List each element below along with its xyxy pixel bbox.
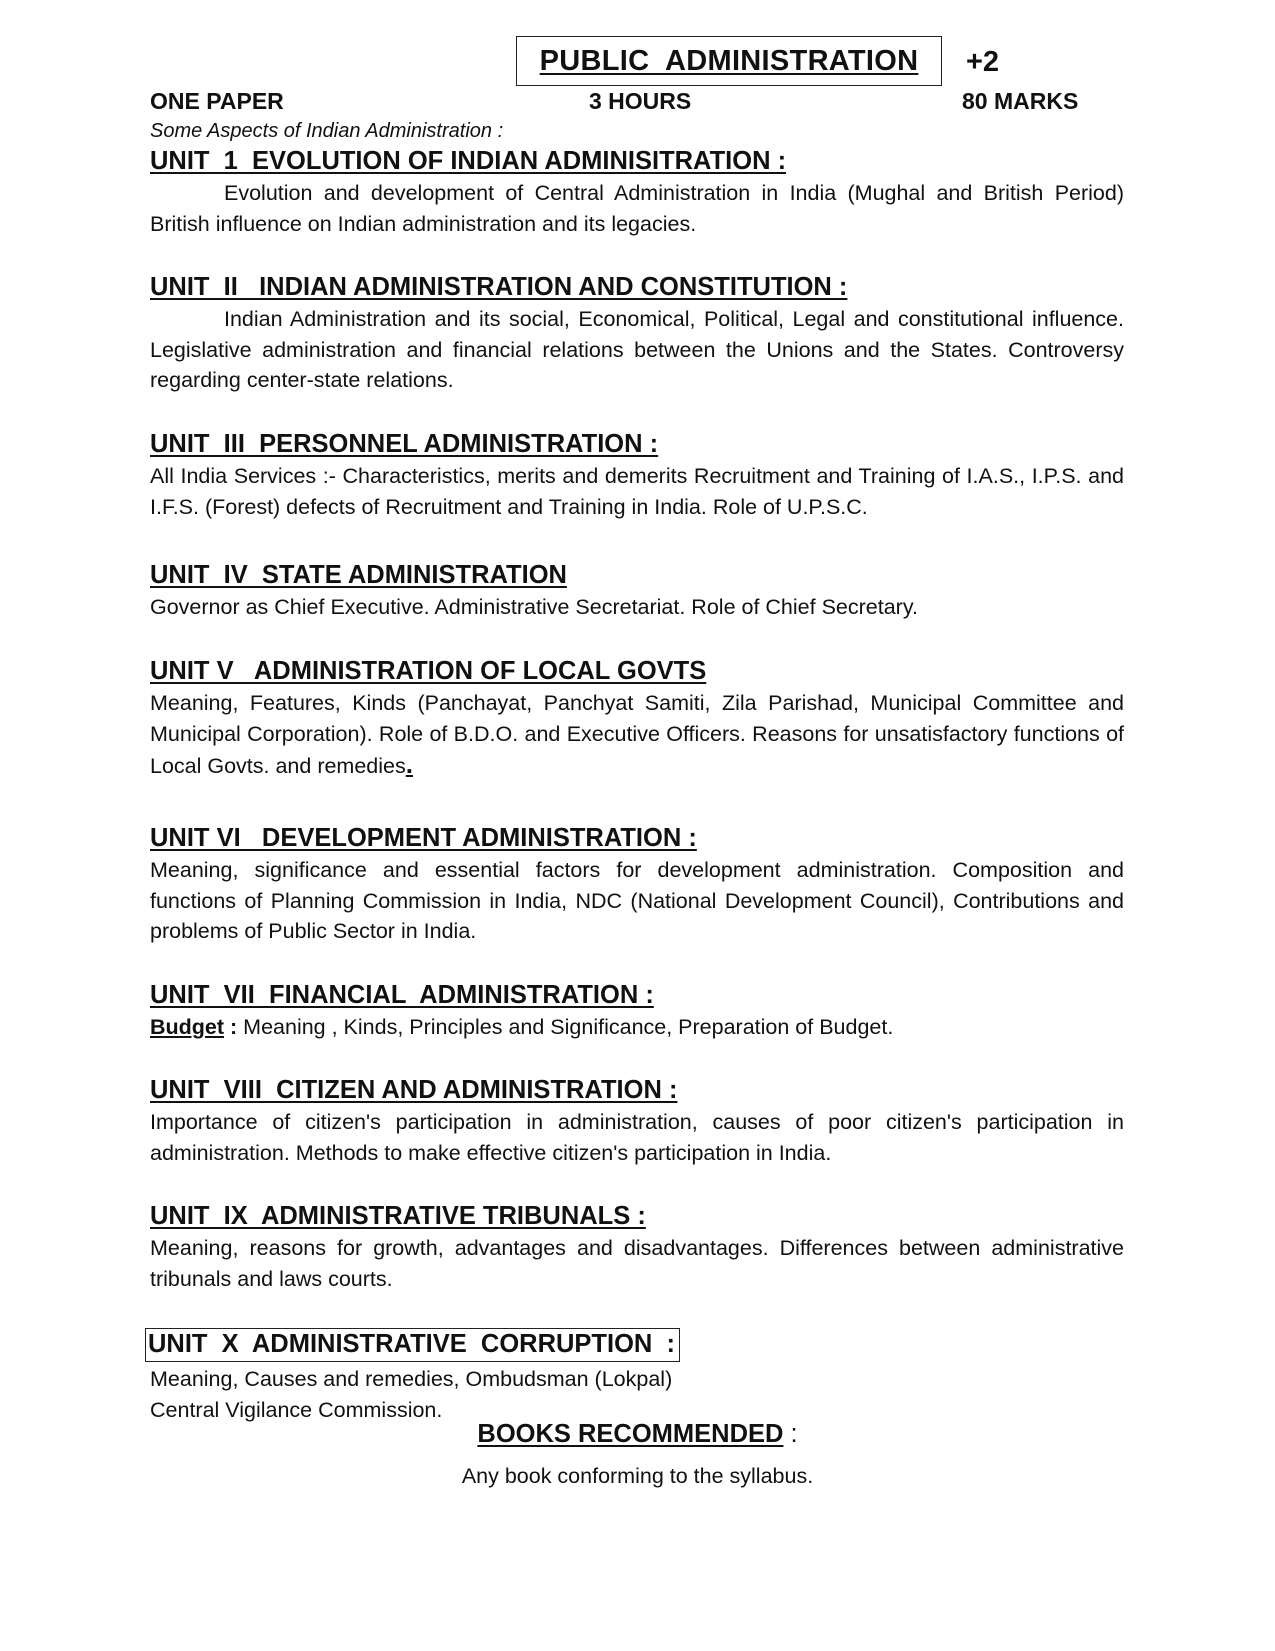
unit-1 <box>150 146 1124 239</box>
unit-heading-container <box>150 1328 1124 1362</box>
unit-heading: UNIT VIII CITIZEN AND ADMINISTRATION : <box>150 1076 678 1104</box>
unit-heading: UNIT X ADMINISTRATIVE CORRUPTION : <box>145 1328 680 1362</box>
unit-2 <box>150 272 1124 396</box>
unit-body: Governor as Chief Executive. Administrative Secretariat. Role of Chief Secretary. <box>150 595 918 619</box>
budget-label-colon: : <box>224 1015 238 1039</box>
unit-heading: UNIT IV STATE ADMINISTRATION <box>150 561 567 589</box>
unit-body: Importance of citizen's participation in administration, causes of poor citizen's participation in administration. Methods to make effective citizen's participation in India. <box>150 1110 1124 1165</box>
unit-body: Evolution and development of Central Administration in India (Mughal and British Period) British influence on Indian administration and its legacies. <box>150 181 1124 236</box>
unit-10 <box>150 1328 1124 1425</box>
marks-label: 80 MARKS <box>962 88 1079 114</box>
unit-body: Meaning , Kinds, Principles and Significance, Preparation of Budget. <box>237 1015 894 1039</box>
unit-body-line-1: Meaning, Causes and remedies, Ombudsman (Lokpal) <box>150 1367 673 1391</box>
budget-label: Budget <box>150 1015 225 1039</box>
unit-body: Indian Administration and its social, Economical, Political, Legal and constitutional influence. Legislative administration and financial relations between the Unions and the States. Controversy regarding center-state relations. <box>150 307 1124 392</box>
unit-heading: UNIT III PERSONNEL ADMINISTRATION : <box>150 430 659 458</box>
unit-heading: UNIT II INDIAN ADMINISTRATION AND CONSTITUTION : <box>150 273 848 301</box>
title-box <box>516 36 942 86</box>
unit-heading: UNIT 1 EVOLUTION OF INDIAN ADMINISITRATION : <box>150 147 787 175</box>
unit-body: Meaning, Features, Kinds (Panchayat, Panchyat Samiti, Zila Parishad, Municipal Committee and Municipal Corporation). Role of B.D.O. and Executive Officers. Reasons for unsatisfactory functions of Local Govts. and remedies <box>150 691 1124 778</box>
unit-8 <box>150 1075 1124 1168</box>
unit-4 <box>150 560 1124 623</box>
unit-heading: UNIT VI DEVELOPMENT ADMINISTRATION : <box>150 824 697 852</box>
level-label: +2 <box>966 46 1000 78</box>
unit-body-container <box>150 688 1124 782</box>
unit-body: Meaning, reasons for growth, advantages and disadvantages. Differences between administrative tribunals and laws courts. <box>150 1236 1124 1291</box>
books-colon: : <box>783 1420 798 1448</box>
page-title: PUBLIC ADMINISTRATION <box>539 44 919 77</box>
books-note: Any book conforming to the syllabus. <box>461 1464 814 1488</box>
unit-body-end: . <box>405 749 413 779</box>
unit-heading: UNIT IX ADMINISTRATIVE TRIBUNALS : <box>150 1202 646 1230</box>
unit-heading: UNIT V ADMINISTRATION OF LOCAL GOVTS <box>150 657 707 685</box>
unit-body: All India Services :- Characteristics, merits and demerits Recruitment and Training of I.A.S., I.P.S. and I.F.S. (Forest) defects of Recruitment and Training in India. Role of U.P.S.C. <box>150 464 1124 519</box>
books-heading: BOOKS RECOMMENDED <box>477 1420 784 1448</box>
unit-heading: UNIT VII FINANCIAL ADMINISTRATION : <box>150 981 654 1009</box>
unit-3 <box>150 429 1124 522</box>
unit-9 <box>150 1201 1124 1294</box>
unit-body-line-2: Central Vigilance Commission. <box>150 1397 443 1422</box>
duration-label: 3 HOURS <box>589 88 692 114</box>
unit-5 <box>150 656 1124 782</box>
books-recommended <box>0 1420 1275 1449</box>
unit-6 <box>150 823 1124 947</box>
unit-body-container <box>150 1012 1124 1043</box>
unit-7 <box>150 980 1124 1043</box>
unit-body: Meaning, significance and essential factors for development administration. Composition and functions of Planning Commission in India, NDC (National Development Council), Contributions and problems of Public Sector in India. <box>150 858 1124 943</box>
paper-label: ONE PAPER <box>150 88 284 114</box>
subtitle: Some Aspects of Indian Administration : <box>150 120 504 142</box>
